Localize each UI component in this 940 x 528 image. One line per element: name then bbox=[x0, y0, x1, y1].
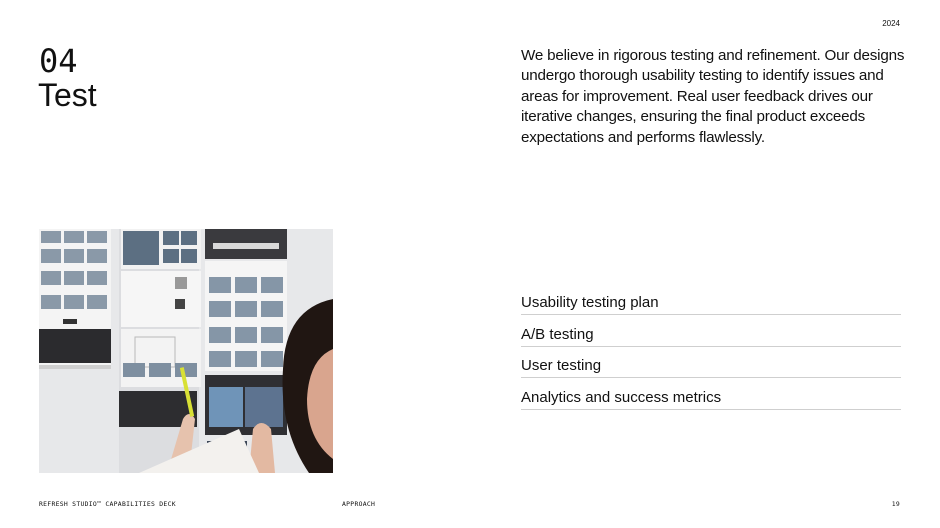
testing-methods-list bbox=[521, 283, 901, 410]
list-item: Analytics and success metrics bbox=[521, 378, 901, 410]
testing-wall-photo bbox=[39, 229, 333, 473]
section-title: Test bbox=[38, 77, 97, 113]
list-item: A/B testing bbox=[521, 315, 901, 347]
footer-section-label: APPROACH bbox=[342, 500, 376, 508]
section-number: 04 bbox=[39, 42, 78, 80]
page-number: 19 bbox=[891, 500, 900, 508]
intro-paragraph: We believe in rigorous testing and refinement. Our designs undergo thorough usability testing to identify issues and areas for improvement. Real user feedback drives our iterative changes, ensuring the final product exceeds expectations and performs flawlessly. bbox=[521, 47, 905, 146]
year-label: 2024 bbox=[882, 19, 900, 28]
list-item: User testing bbox=[521, 347, 901, 379]
footer-deck-title: REFRESH STUDIO™ CAPABILITIES DECK bbox=[39, 500, 176, 508]
list-item: Usability testing plan bbox=[521, 283, 901, 315]
